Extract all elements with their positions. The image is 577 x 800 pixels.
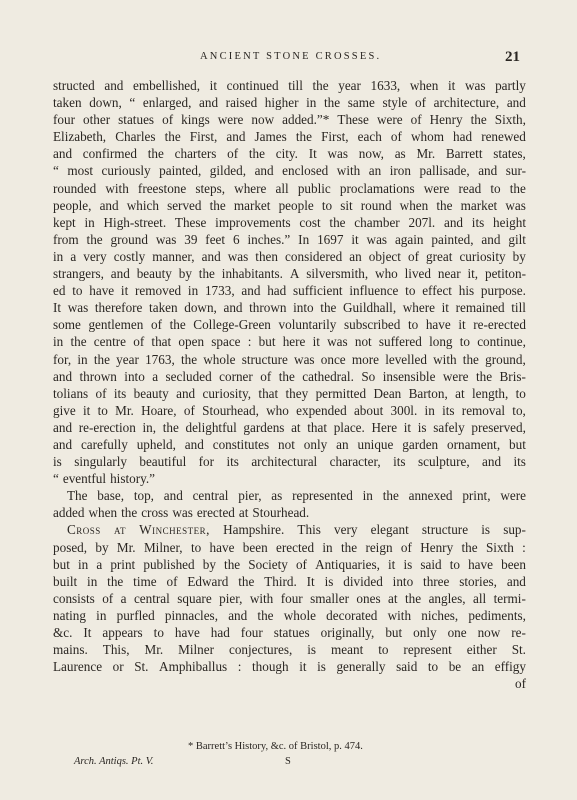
text-line: nating in purfled pinnacles, and the whole decorated with niches, pediments, (53, 607, 526, 623)
text-line: of (515, 676, 526, 692)
text-line: and re-erection in, the delightful gardens at that place. Here it is safely preserved, (53, 419, 526, 435)
text-line: Laurence or St. Amphiballus : though it is generally said to be an effigy (53, 659, 526, 675)
text-line: posed, by Mr. Milner, to have been erected in the reign of Henry the Sixth : (53, 539, 526, 555)
text-line: The base, top, and central pier, as represented in the annexed print, were (67, 488, 526, 504)
text-line: “ most curiously painted, gilded, and enclosed with an iron pallisade, and sur- (53, 163, 526, 179)
text-line: and carefully upheld, and constitutes not only an unique garden ornament, but (53, 436, 526, 452)
running-head (0, 49, 577, 69)
text-line: is singularly beautiful for its architectural character, its sculpture, and its (53, 454, 526, 470)
text-line: tolians of its beauty and curiosity, that they permitted Dean Barton, at length, to (53, 385, 526, 401)
text-line: Cross at Winchester, Hampshire. This very elegant structure is sup- (67, 522, 526, 538)
text-line: “ eventful history.” (53, 471, 156, 487)
text-line: built in the time of Edward the Third. It is divided into three stories, and (53, 573, 526, 589)
signature-title: Arch. Antiqs. Pt. V. (74, 756, 154, 767)
text-line: ed to have it removed in 1733, and had sufficient influence to effect his purpose. (53, 283, 526, 299)
text-line: give it to Mr. Hoare, of Stourhead, who expended about 300l. in its removal to, (53, 402, 526, 418)
text-line: people, and which served the market people to sit round when the market was (53, 197, 526, 213)
text-line: &c. It appears to have had four statues originally, but only one now re- (53, 625, 526, 640)
page-number: 21 (505, 49, 520, 65)
text-line: consists of a central square pier, with four smaller ones at the angles, all termi- (53, 590, 526, 606)
text-line: Elizabeth, Charles the First, and James the First, each of whom had renewed (53, 129, 526, 145)
text-line: and thrown into a secluded corner of the cathedral. So insensible were the Bris- (53, 368, 526, 384)
body-text (53, 77, 526, 692)
footnote: * Barrett’s History, &c. of Bristol, p. 474. (188, 741, 363, 752)
text-line: structed and embellished, it continued till the year 1633, when it was partly (53, 78, 526, 93)
running-title: ANCIENT STONE CROSSES. (200, 51, 382, 62)
text-line: mains. This, Mr. Milner conjectures, is meant to represent either St. (53, 642, 526, 658)
text-line: in the centre of that open space : but here it was not suffered long to continue, (53, 334, 526, 350)
text-line: strangers, and beauty by the inhabitants. A silversmith, who lived near it, petiton- (53, 266, 526, 282)
text-line: taken down, “ enlarged, and raised higher in the same style of architecture, and (53, 95, 526, 111)
text-line: some gentlemen of the College-Green voluntarily subscribed to have it re-erected (53, 317, 526, 333)
text-line: It was therefore taken down, and thrown into the Guildhall, where it remained till (53, 300, 526, 316)
text-line: added when the cross was erected at Stourhead. (53, 505, 310, 521)
signature-mark: S (285, 756, 291, 767)
text-line: in a very costly manner, and was then considered an object of great curiosity by (53, 248, 526, 264)
text-line: rounded with freestone steps, where all public proclamations were read to the (53, 180, 526, 196)
signature-line (0, 756, 577, 772)
text-line: from the ground was 39 feet 6 inches.” In 1697 it was again painted, and gilt (53, 231, 526, 247)
text-line: and confirmed the charters of the city. It was now, as Mr. Barrett states, (53, 146, 526, 162)
text-line: four other statues of kings were now added.”* These were of Henry the Sixth, (53, 112, 526, 128)
text-line: for, in the year 1763, the whole structure was once more levelled with the ground, (53, 351, 526, 367)
text-line: but in a print published by the Society of Antiquaries, it is said to have been (53, 556, 526, 572)
text-line: kept in High-street. These improvements cost the chamber 207l. and its height (53, 214, 526, 230)
